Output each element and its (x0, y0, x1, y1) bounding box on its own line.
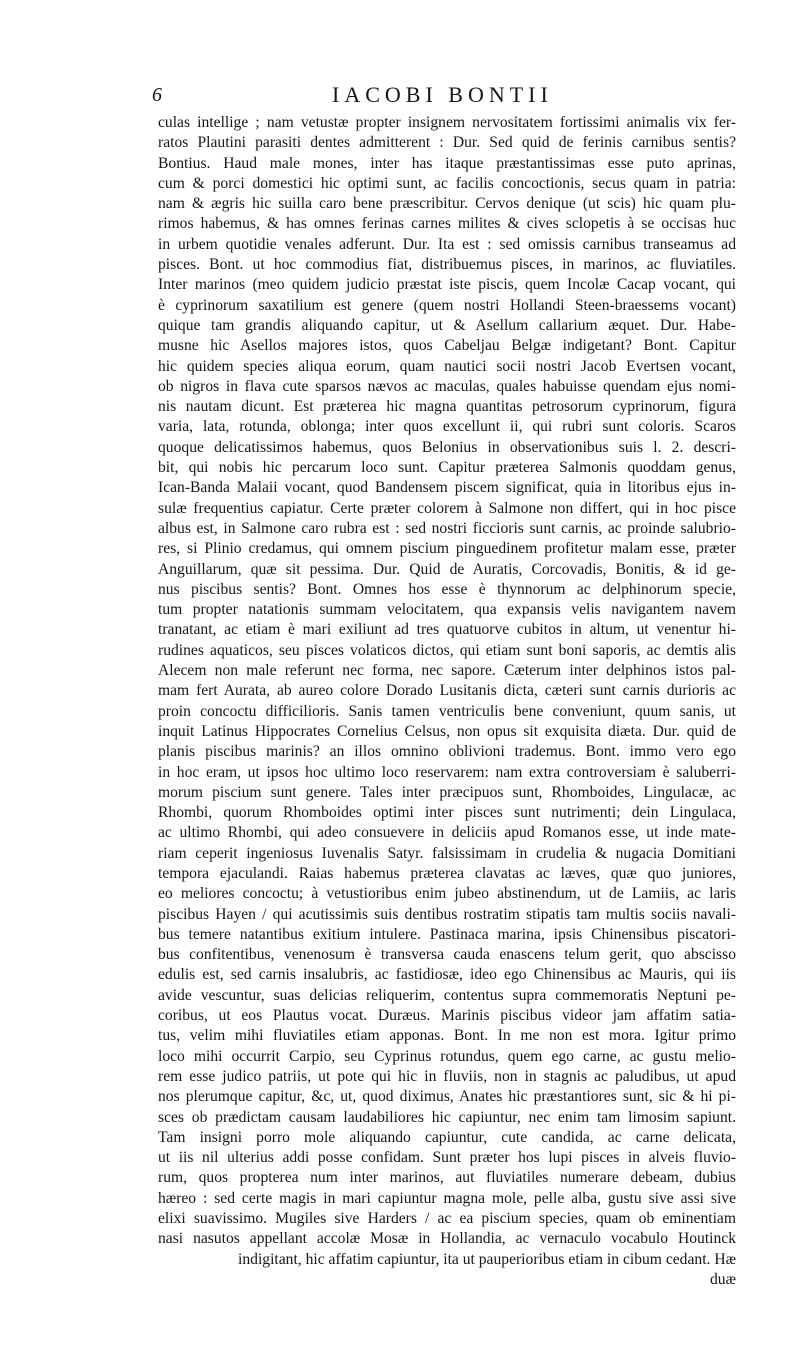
text-line: rimos habemus, & has omnes ferinas carnes milites & cives sclopetis à se occisas huc (158, 215, 736, 233)
text-line: Bontius. Haud male mones, inter has itaque præstantissimas esse puto aprinas, (158, 154, 736, 172)
text-line: quoque delicatissimos habemus, quos Belonius in observationibus suis l. 2. descri- (158, 438, 736, 456)
text-line: rem esse judico patriis, ut pote qui hic in fluviis, non in stagnis ac paludibus, ut apud (158, 1067, 736, 1085)
text-line: nus piscibus sentis? Bont. Omnes hos esse è thynnorum ac delphinorum specie, (158, 580, 736, 598)
text-line: tum propter natationis summam velocitatem, qua expansis velis navigantem navem (158, 601, 736, 619)
text-line: quique tam grandis aliquando capitur, ut & Asellum callarium æquet. Dur. Habe- (158, 316, 736, 334)
text-line: morum piscium sunt genere. Tales inter præcipuos sunt, Rhomboides, Lingulacæ, ac (158, 783, 736, 801)
text-line: albus est, in Salmone caro rubra est : sed nostri ficcioris sunt carnis, ac proinde salubrio- (158, 519, 736, 537)
text-line: varia, lata, rotunda, oblonga; inter quos excellunt ii, qui rubri sunt coloris. Scaros (158, 418, 736, 436)
catchword: duæ (710, 1270, 736, 1288)
text-line: nam & ægris hic suilla caro bene præscribitur. Cervos denique (ut scis) hic quam plu- (158, 195, 736, 213)
text-line: res, si Plinio credamus, qui omnem piscium pinguedinem profitetur malam esse, præter (158, 540, 736, 558)
text-line: hæreo : sed certe magis in mari capiuntur magna mole, pelle alba, gustu sive assi sive (158, 1189, 736, 1207)
text-line: hic quidem species aliqua eorum, quam nautici socii nostri Jacob Evertsen vocant, (158, 357, 736, 375)
page-number: 6 (152, 84, 162, 106)
text-line: Anguillarum, quæ sit pessima. Dur. Quid de Auratis, Corcovadis, Bonitis, & id ge- (158, 560, 736, 578)
text-line: sces ob prædictam causam laudabiliores hic capiuntur, nec enim tam limosim sapiunt. (158, 1108, 736, 1126)
text-line: nasi nasutos appellant accolæ Mosæ in Hollandia, ac vernaculo vocabulo Houtinck (158, 1230, 736, 1248)
text-line: in hoc eram, ut ipsos hoc ultimo loco reservarem: nam extra controversiam è saluberri- (158, 763, 736, 781)
text-line: ac ultimo Rhombi, qui adeo consuevere in deliciis apud Romanos esse, ut inde mate- (158, 824, 736, 842)
text-line: bus confitentibus, venenosum è transversa cauda enascens telum gerit, quo abscisso (158, 946, 736, 964)
text-line: planis piscibus marinis? an illos omnino oblivioni trademus. Bont. immo vero ego (158, 743, 736, 761)
text-line: in urbem quotidie venales adferunt. Dur. Ita est : sed omissis carnibus transeamus ad (158, 235, 736, 253)
text-line: proin concoctu difficilioris. Sanis tamen ventriculis bene conveniunt, quum sanis, ut (158, 702, 736, 720)
text-line: riam ceperit ingeniosus Iuvenalis Satyr. falsissimam in crudelia & nugacia Domitiani (158, 844, 736, 862)
text-line: Ican-Banda Malaii vocant, quod Bandensem piscem significat, quia in litoribus ejus in- (158, 479, 736, 497)
text-line: nis nautam dicunt. Est præterea hic magna quantitas petrosorum cyprinorum, figura (158, 398, 736, 416)
text-line: piscibus Hayen / qui acutissimis suis dentibus rostratim stipatis tam multis sociis navali- (158, 905, 736, 923)
text-line: Rhombi, quorum Rhomboides optimi inter pisces sunt nutrimenti; dein Lingulaca, (158, 804, 736, 822)
text-line: edulis est, sed carnis insalubris, ac fastidiosæ, ideo ego Chinensibus ac Mauris, qui iis (158, 966, 736, 984)
text-line: culas intellige ; nam vetustæ propter insignem nervositatem fortissimi animalis vix fer- (158, 114, 736, 131)
text-line: ut iis nil ulterius addi posse confidam. Sunt præter hos lupi pisces in alveis fluvio- (158, 1149, 736, 1167)
text-line: tempora ejaculandi. Raias habemus præterea clavatas ac læves, quæ quo juniores, (158, 864, 736, 882)
text-line: rum, quos propterea num inter marinos, aut fluviatiles numerare debeam, dubius (158, 1169, 736, 1187)
text-line: eo meliores concoctu; à vetustioribus enim jubeo abstinendum, ut de Lamiis, ac laris (158, 885, 736, 903)
text-line: ratos Plautini parasiti dentes admitterent : Dur. Sed quid de ferinis carnibus sentis? (158, 134, 736, 152)
text-line: pisces. Bont. ut hoc commodius fiat, distribuemus pisces, in marinos, ac fluviatiles. (158, 256, 736, 274)
text-line: indigitant, hic affatim capiuntur, ita ut pauperioribus etiam in cibum cedant. Hæ (238, 1250, 736, 1268)
text-line: ob nigros in flava cute sparsos nævos ac maculas, quales habuisse quendam ejus nomi- (158, 377, 736, 395)
text-line: loco mihi occurrit Carpio, seu Cyprinus rotundus, quem ego carne, ac gustu melio- (158, 1047, 736, 1065)
text-line: Tam insigni porro mole aliquando capiuntur, cute candida, ac carne delicata, (158, 1128, 736, 1146)
text-line: Inter marinos (meo quidem judicio præstat iste piscis, quem Incolæ Cacap vocant, qui (158, 276, 736, 294)
running-title: IACOBI BONTII (332, 82, 553, 107)
text-line: bus temere natantibus exitium intulere. Pastinaca marina, ipsis Chinensibus piscatori- (158, 925, 736, 943)
text-line: cum & porci domestici hic optimi sunt, ac facilis concoctionis, secus quam in patria: (158, 174, 736, 192)
text-line: nos plerumque capitur, &c, ut, quod diximus, Anates hic præstantiores sunt, sic & hi pi- (158, 1088, 736, 1106)
text-line: tus, velim mihi fluviatiles etiam apponas. Bont. In me non est mora. Igitur primo (158, 1027, 736, 1045)
text-line: rudines aquaticos, seu pisces volaticos dictos, qui etiam sunt boni saporis, ac demtis alis (158, 641, 736, 659)
text-line: Alecem non male referunt nec forma, nec sapore. Cæterum inter delphinos istos pal- (158, 662, 736, 680)
text-line: musne hic Asellos majores istos, quos Cabeljau Belgæ indigetant? Bont. Capitur (158, 337, 736, 355)
text-line: tranatant, ac etiam è mari exiliunt ad tres quatuorve cubitos in altum, ut venentur hi- (158, 621, 736, 639)
text-line: è cyprinorum saxatilium est genere (quem nostri Hollandi Steen-braessems vocant) (158, 296, 736, 314)
text-line: elixi suavissimo. Mugiles sive Harders / ac ea piscium species, quam ob eminentiam (158, 1210, 736, 1228)
text-line: inquit Latinus Hippocrates Cornelius Celsus, non opus sit exquisita diæta. Dur. quid de (158, 722, 736, 740)
text-line: sulæ frequentius capiatur. Certe præter colorem à Salmone non differt, qui in hoc pisce (158, 499, 736, 517)
text-line: coribus, ut eos Plautus vocat. Duræus. Marinis piscibus videor jam affatim satia- (158, 1007, 736, 1025)
page-header (146, 80, 736, 114)
body-text (158, 113, 736, 1290)
text-line: bit, qui nobis hic percarum loco sunt. Capitur præterea Salmonis quoddam genus, (158, 459, 736, 477)
text-line: avide vescuntur, suas delicias reliquerim, contentus supra commemoratis Neptuni pe- (158, 986, 736, 1004)
text-line: mam fert Aurata, ab aureo colore Dorado Lusitanis dicta, cæteri sunt carnis durioris ac (158, 682, 736, 700)
